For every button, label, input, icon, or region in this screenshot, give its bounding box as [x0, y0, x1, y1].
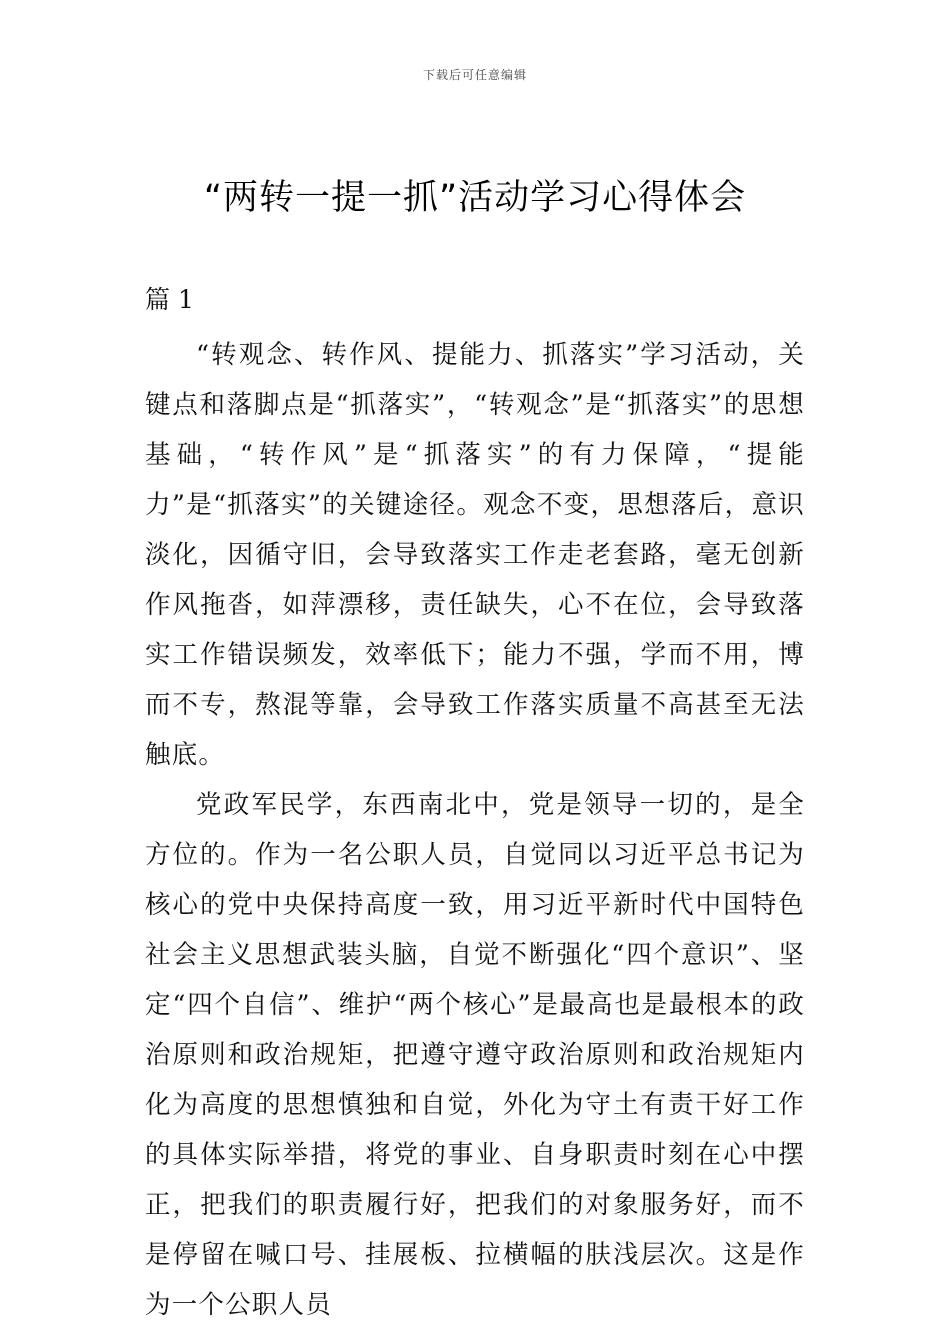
paragraph-1: “转观念、转作风、提能力、抓落实”学习活动，关键点和落脚点是“抓落实”，“转观念”是“抓落实”的思想基础，“转作风”是“抓落实”的有力保障，“提能力”是“抓落实”的关键途径。观念不变，思想落后，意识淡化，因循守旧，会导致落实工作走老套路，毫无创新作风拖沓，如萍漂移，责任缺失，心不在位，会导致落实工作错误频发，效率低下；能力不强，学而不用，博而不专，熬混等靠，会导致工作落实质量不高甚至无法触底。 [145, 340, 805, 770]
document-body [145, 330, 805, 1330]
document-title: “两转一提一抓”活动学习心得体会 [203, 178, 747, 218]
paragraph-2: 党政军民学，东西南北中，党是领导一切的，是全方位的。作为一名公职人员，自觉同以习近平总书记为核心的党中央保持高度一致，用习近平新时代中国特色社会主义思想武装头脑，自觉不断强化“四个意识”、坚定“四个自信”、维护“两个核心”是最高也是最根本的政治原则和政治规矩，把遵守遵守政治原则和政治规矩内化为高度的思想慎独和自觉，外化为守土有责干好工作的具体实际举措，将党的事业、自身职责时刻在心中摆正，把我们的职责履行好，把我们的对象服务好，而不是停留在喊口号、挂展板、拉横幅的肤浅层次。这是作为一个公职人员 [145, 790, 805, 1320]
header-note: 下载后可任意编辑 [422, 68, 527, 82]
section-label: 篇 1 [145, 285, 194, 314]
